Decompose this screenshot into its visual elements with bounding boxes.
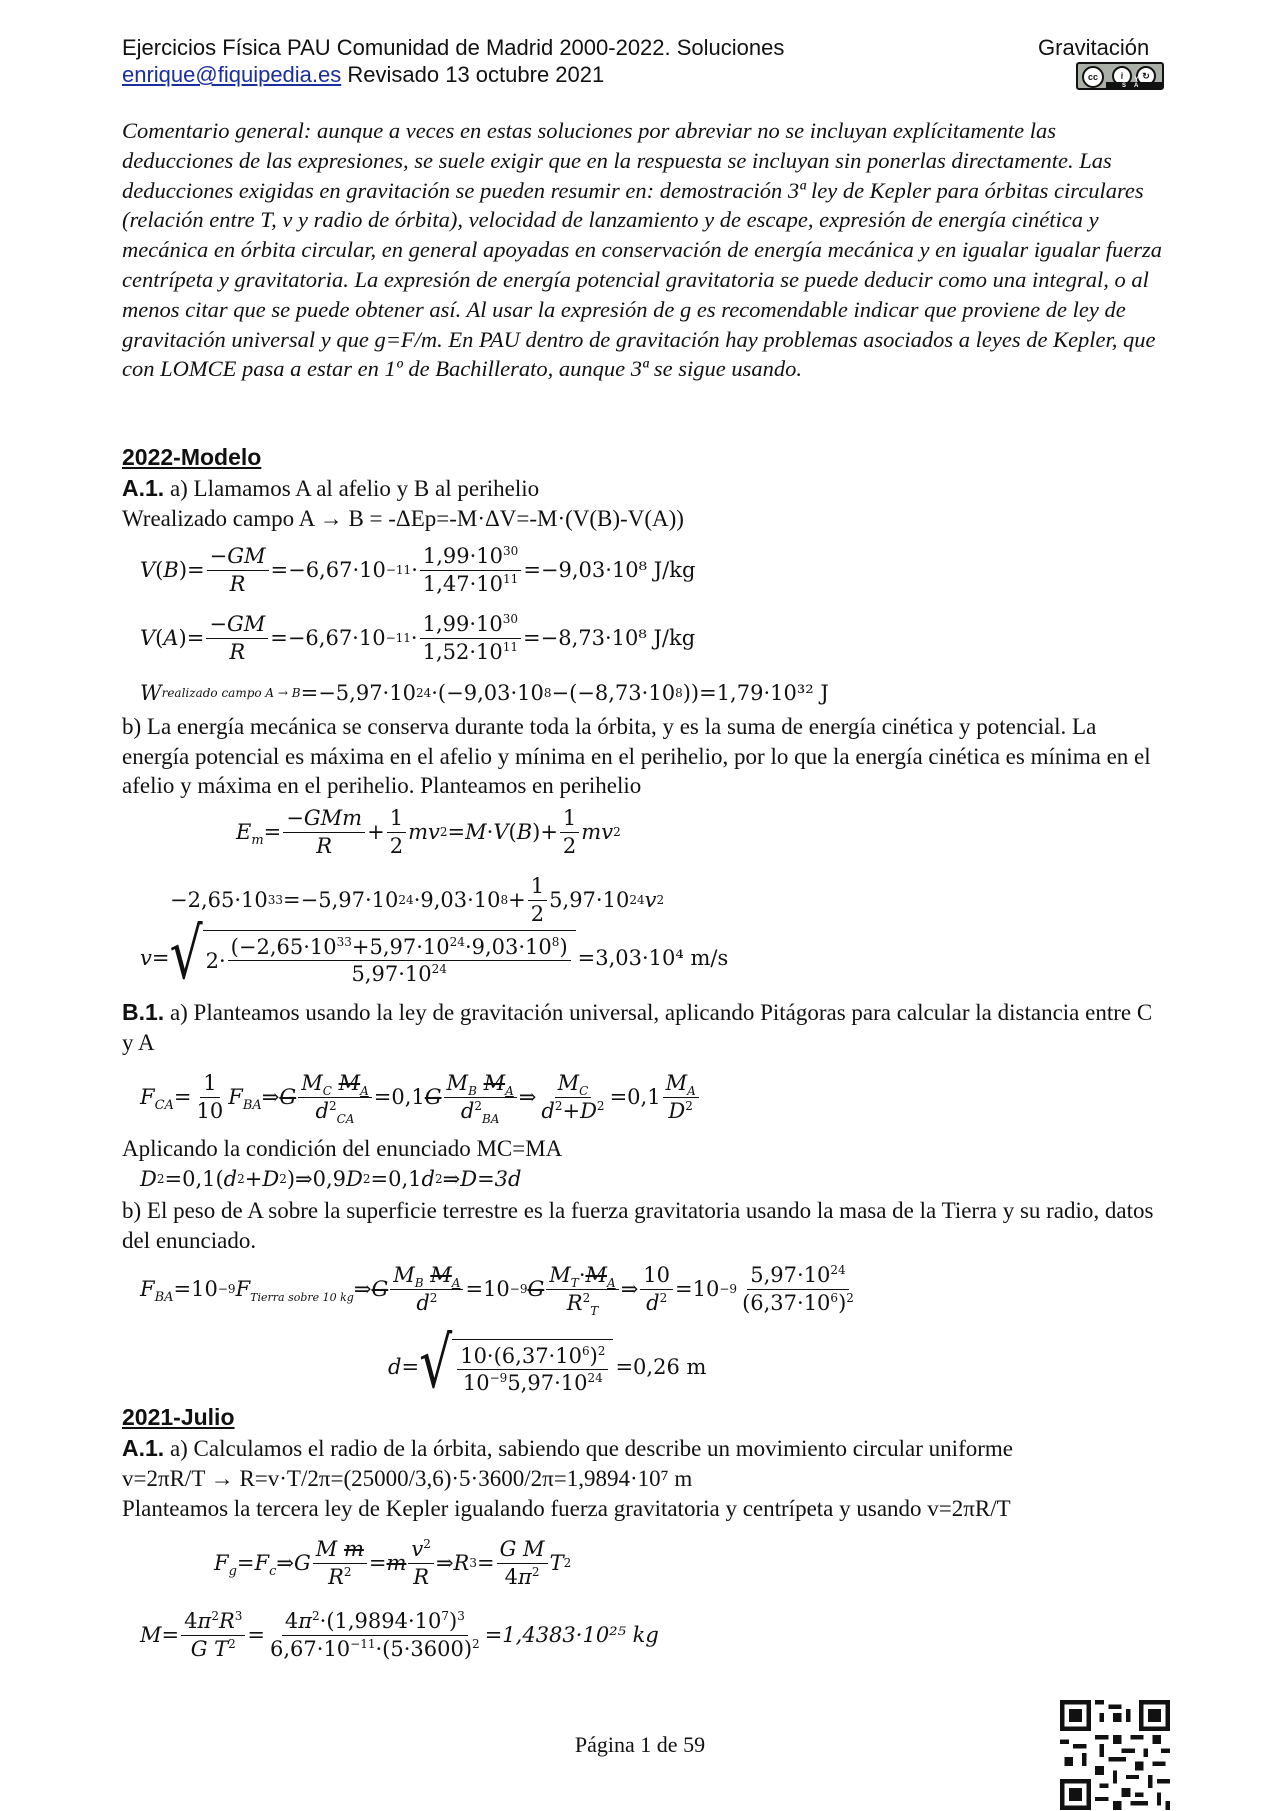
equation-vB: V ( B )= $\frac{-GM}{R}$ =−6,67·10 −11 · $\frac{1,99\cdot 10^{30}}{1,47\cdot 10^{11}}$ = −9,03·10⁸ J/kg <box>140 544 696 596</box>
page-number: Página 1 de 59 <box>574 1732 706 1757</box>
revision-date: Revisado 13 octubre 2021 <box>347 62 605 87</box>
b1-intro-text: a) Planteamos usando la ley de gravitación universal, aplicando Pitágoras para calcular la distancia entre C y A <box>122 1000 1153 1055</box>
author-email-link[interactable]: enrique@fiquipedia.es <box>122 62 342 87</box>
work-definition-line: Wrealizado campo A → B = -ΔEp=-M·ΔV=-M·(V(B)-V(A)) <box>122 506 684 531</box>
header-meta <box>122 61 604 89</box>
qr-code-icon <box>1060 1700 1170 1810</box>
a1-intro-2021 <box>122 1434 1013 1463</box>
sa-icon: ↻ <box>1136 66 1156 86</box>
by-icon: i <box>1112 66 1132 86</box>
equation-force-ratio: $F_{CA}$ = $\frac{1}{10}$ $F_{BA}$ ⇒ G $\frac{M_C M_A}{d^2_{CA}}$ =0,1 G $\frac{M_B M_A}{d^2_{BA}}$ ⇒ $\frac{M_C}{d^2+D^2}$ =0,1 $\frac{M_A}{D^2}$ <box>140 1062 701 1132</box>
equation-kepler: $F_g$ = $F_c$ ⇒ G $\frac{\text{M m}}{R^2}$ = m $\frac{v^2}{R}$ ⇒ R 3 = $\frac{\text{G M}}{4\pi^2}$ T 2 <box>214 1537 572 1589</box>
a1-label-2022: A.1. <box>122 475 165 501</box>
b1-intro-2022 <box>122 998 1167 1057</box>
work-result: 1,79·10³² J <box>716 681 829 705</box>
equation-distance: d = √ $\frac{10\cdot(6,37\cdot 10^6)^2}{10^{-9}5,97\cdot 10^{24}}$ = 0,26 m <box>388 1323 707 1405</box>
distance-result: 0,26 m <box>633 1355 707 1379</box>
equation-weight: $F_{BA}$ =10 −9 $F_{Tierra sobre 10 kg}$ ⇒ G $\frac{M_B M_A}{d^2}$ =10 −9 G $\frac{M_T\cdot M_A}{R^2_T}$ ⇒ $\frac{10}{d^2}$ =10 −9 $\frac{5,97\cdot 10^{24}}{(6,37\cdot 10^6)^2}$ <box>140 1263 854 1318</box>
license-text: BY SA <box>1122 77 1147 89</box>
equation-velocity: v = √ 2· $\frac{(-2,65\cdot 10^{33}+5,97\cdot 10^{24}\cdot 9,03\cdot 10^8)}{5,97\cdot 10^{24}}$ = 3,03·10⁴ m/s <box>140 914 729 996</box>
equation-energy-substituted: −2,65·10 33 =−5,97·10 24 ·9,03·10 8 + $\frac{1}{2}$ 5,97·10 24 v 2 <box>170 874 665 926</box>
a1-intro-2022 <box>122 474 539 503</box>
b1-label-2022: B.1. <box>122 999 165 1025</box>
kepler-line: Planteamos la tercera ley de Kepler igualando fuerza gravitatoria y centrípeta y usando v=2πR/T <box>122 1496 1011 1521</box>
equation-distance-relation: D 2 =0,1( d 2 + D 2 )⇒0,9 D 2 =0,1 d 2 ⇒ D=3d <box>140 1167 522 1191</box>
general-comment: Comentario general: aunque a veces en estas soluciones por abreviar no se incluyan explícitamente las deducciones de las expresiones, se suele exigir que en la respuesta se incluyan sin ponerlas directamente. Las deducciones exigidas en gravitación se pueden resumir en: demostración 3ª ley de Kepler para órbitas circulares (relación entre T, v y radio de órbita), velocidad de lanzamiento y de escape, expresión de energía cinética y mecánica en órbita circular, en general apoyadas en conservación de energía mecánica y en igualar igualar fuerza centrípeta y gravitatoria. La expresión de energía potencial gravitatoria se puede deducir como una integral, o al menos citar que se puede obtener así. Al usar la expresión de g es recomendable indicar que proviene de ley de gravitación universal y que g=F/m. En PAU dentro de gravitación hay problemas asociados a leyes de Kepler, que con LOMCE pasa a estar en 1º de Bachillerato, aunque 3ª se sigue usando. <box>122 118 1162 382</box>
b1-part-b-text: b) El peso de A sobre la superficie terrestre es la fuerza gravitatoria usando la masa de la Tierra y su radio, datos del enunciado. <box>122 1198 1154 1253</box>
a1-intro-text-2022: a) Llamamos A al afelio y B al perihelio <box>169 476 540 501</box>
equation-mechanical-energy: $E_m$ = $\frac{\text{−GMm}}{R}$ + $\frac{1}{2}$ mv 2 = M · V ( B )+ $\frac{1}{2}$ mv 2 <box>236 806 621 858</box>
mass-result: 1,4383·10²⁵ kg <box>502 1623 659 1647</box>
radius-line: v=2πR/T → R=v·T/2π=(25000/3,6)·5·3600/2π=1,9894·10⁷ m <box>122 1466 693 1491</box>
part-b-explanation: b) La energía mecánica se conserva durante toda la órbita, y es la suma de energía cinética y potencial. La energía potencial es máxima en el afelio y mínima en el perihelio, por lo que la energía cinética es mínima en el afelio y máxima en el perihelio. Planteamos en perihelio <box>122 714 1151 798</box>
equation-mass: M = $\frac{4\pi^2R^3}{G T^2}$ = $\frac{4\pi^2\cdot(1,9894\cdot 10^7)^3}{6,67\cdot 10^{-11}\cdot(5\cdot 3600)^2}$ = 1,4383·10²⁵ kg <box>140 1609 659 1661</box>
a1-intro-text-2021: a) Calculamos el radio de la órbita, sabiendo que describe un movimiento circular uniforme <box>169 1436 1013 1461</box>
section-heading-2021: 2021-Julio <box>122 1404 235 1430</box>
header-title: Ejercicios Física PAU Comunidad de Madrid 2000-2022. Soluciones <box>122 35 785 60</box>
section-heading-2022: 2022-Modelo <box>122 444 262 470</box>
header-topic: Gravitación <box>1038 35 1150 60</box>
vA-result: −8,73·10⁸ J/kg <box>540 626 696 650</box>
cc-logo-icon: cc <box>1082 66 1104 88</box>
vB-result: −9,03·10⁸ J/kg <box>540 558 696 582</box>
equation-vA: V ( A )= $\frac{-GM}{R}$ =−6,67·10 −11 · $\frac{1,99\cdot 10^{30}}{1,52\cdot 10^{11}}$ = −8,73·10⁸ J/kg <box>140 612 696 664</box>
a1-label-2021: A.1. <box>122 1435 165 1461</box>
condition-line: Aplicando la condición del enunciado MC=MA <box>122 1136 563 1161</box>
d-relation-result: D=3d <box>460 1167 522 1191</box>
equation-work: W realizado campo A → B =−5,97·10 24 ·(−9,03·10 8 −(−8,73·10 8 ))= 1,79·10³² J <box>140 681 829 705</box>
velocity-result: 3,03·10⁴ m/s <box>595 946 729 970</box>
cc-license-icon <box>1076 62 1164 90</box>
